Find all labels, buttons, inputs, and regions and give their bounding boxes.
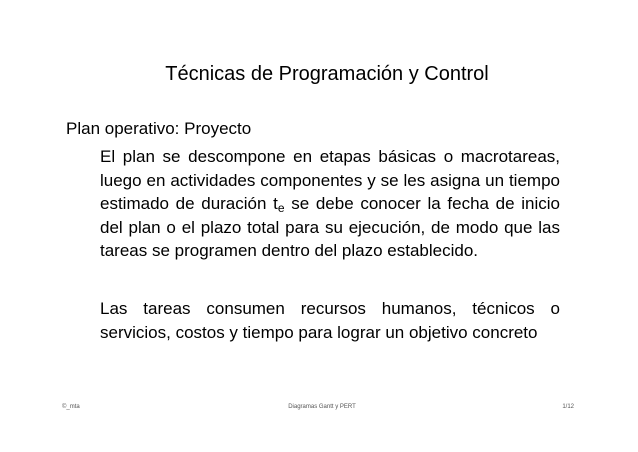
paragraph-text-part2: se debe conocer la fecha de inicio del plan o el plazo total para su ejecución, de modo que las tareas se programen dentro del plazo establecido. [100,194,560,261]
footer-author: ©_mta [62,404,80,410]
slide-title: Técnicas de Programación y Control [165,63,489,85]
paragraph-resources: Las tareas consumen recursos humanos, técnicos o servicios, costos y tiempo para lograr un objetivo concreto [100,299,560,342]
paragraph-text-part1: El plan se descompone en etapas básicas o macrotareas, luego en actividades componentes y se les asigna un tiempo estimado de duración t [100,147,560,214]
paragraph-plan-description [100,145,560,263]
section-heading: Plan operativo: Proyecto [66,119,252,138]
footer-topic: Diagramas Gantt y PERT [288,404,356,410]
footer-page-number: 1/12 [562,404,574,410]
subscript-e: e [277,201,285,216]
